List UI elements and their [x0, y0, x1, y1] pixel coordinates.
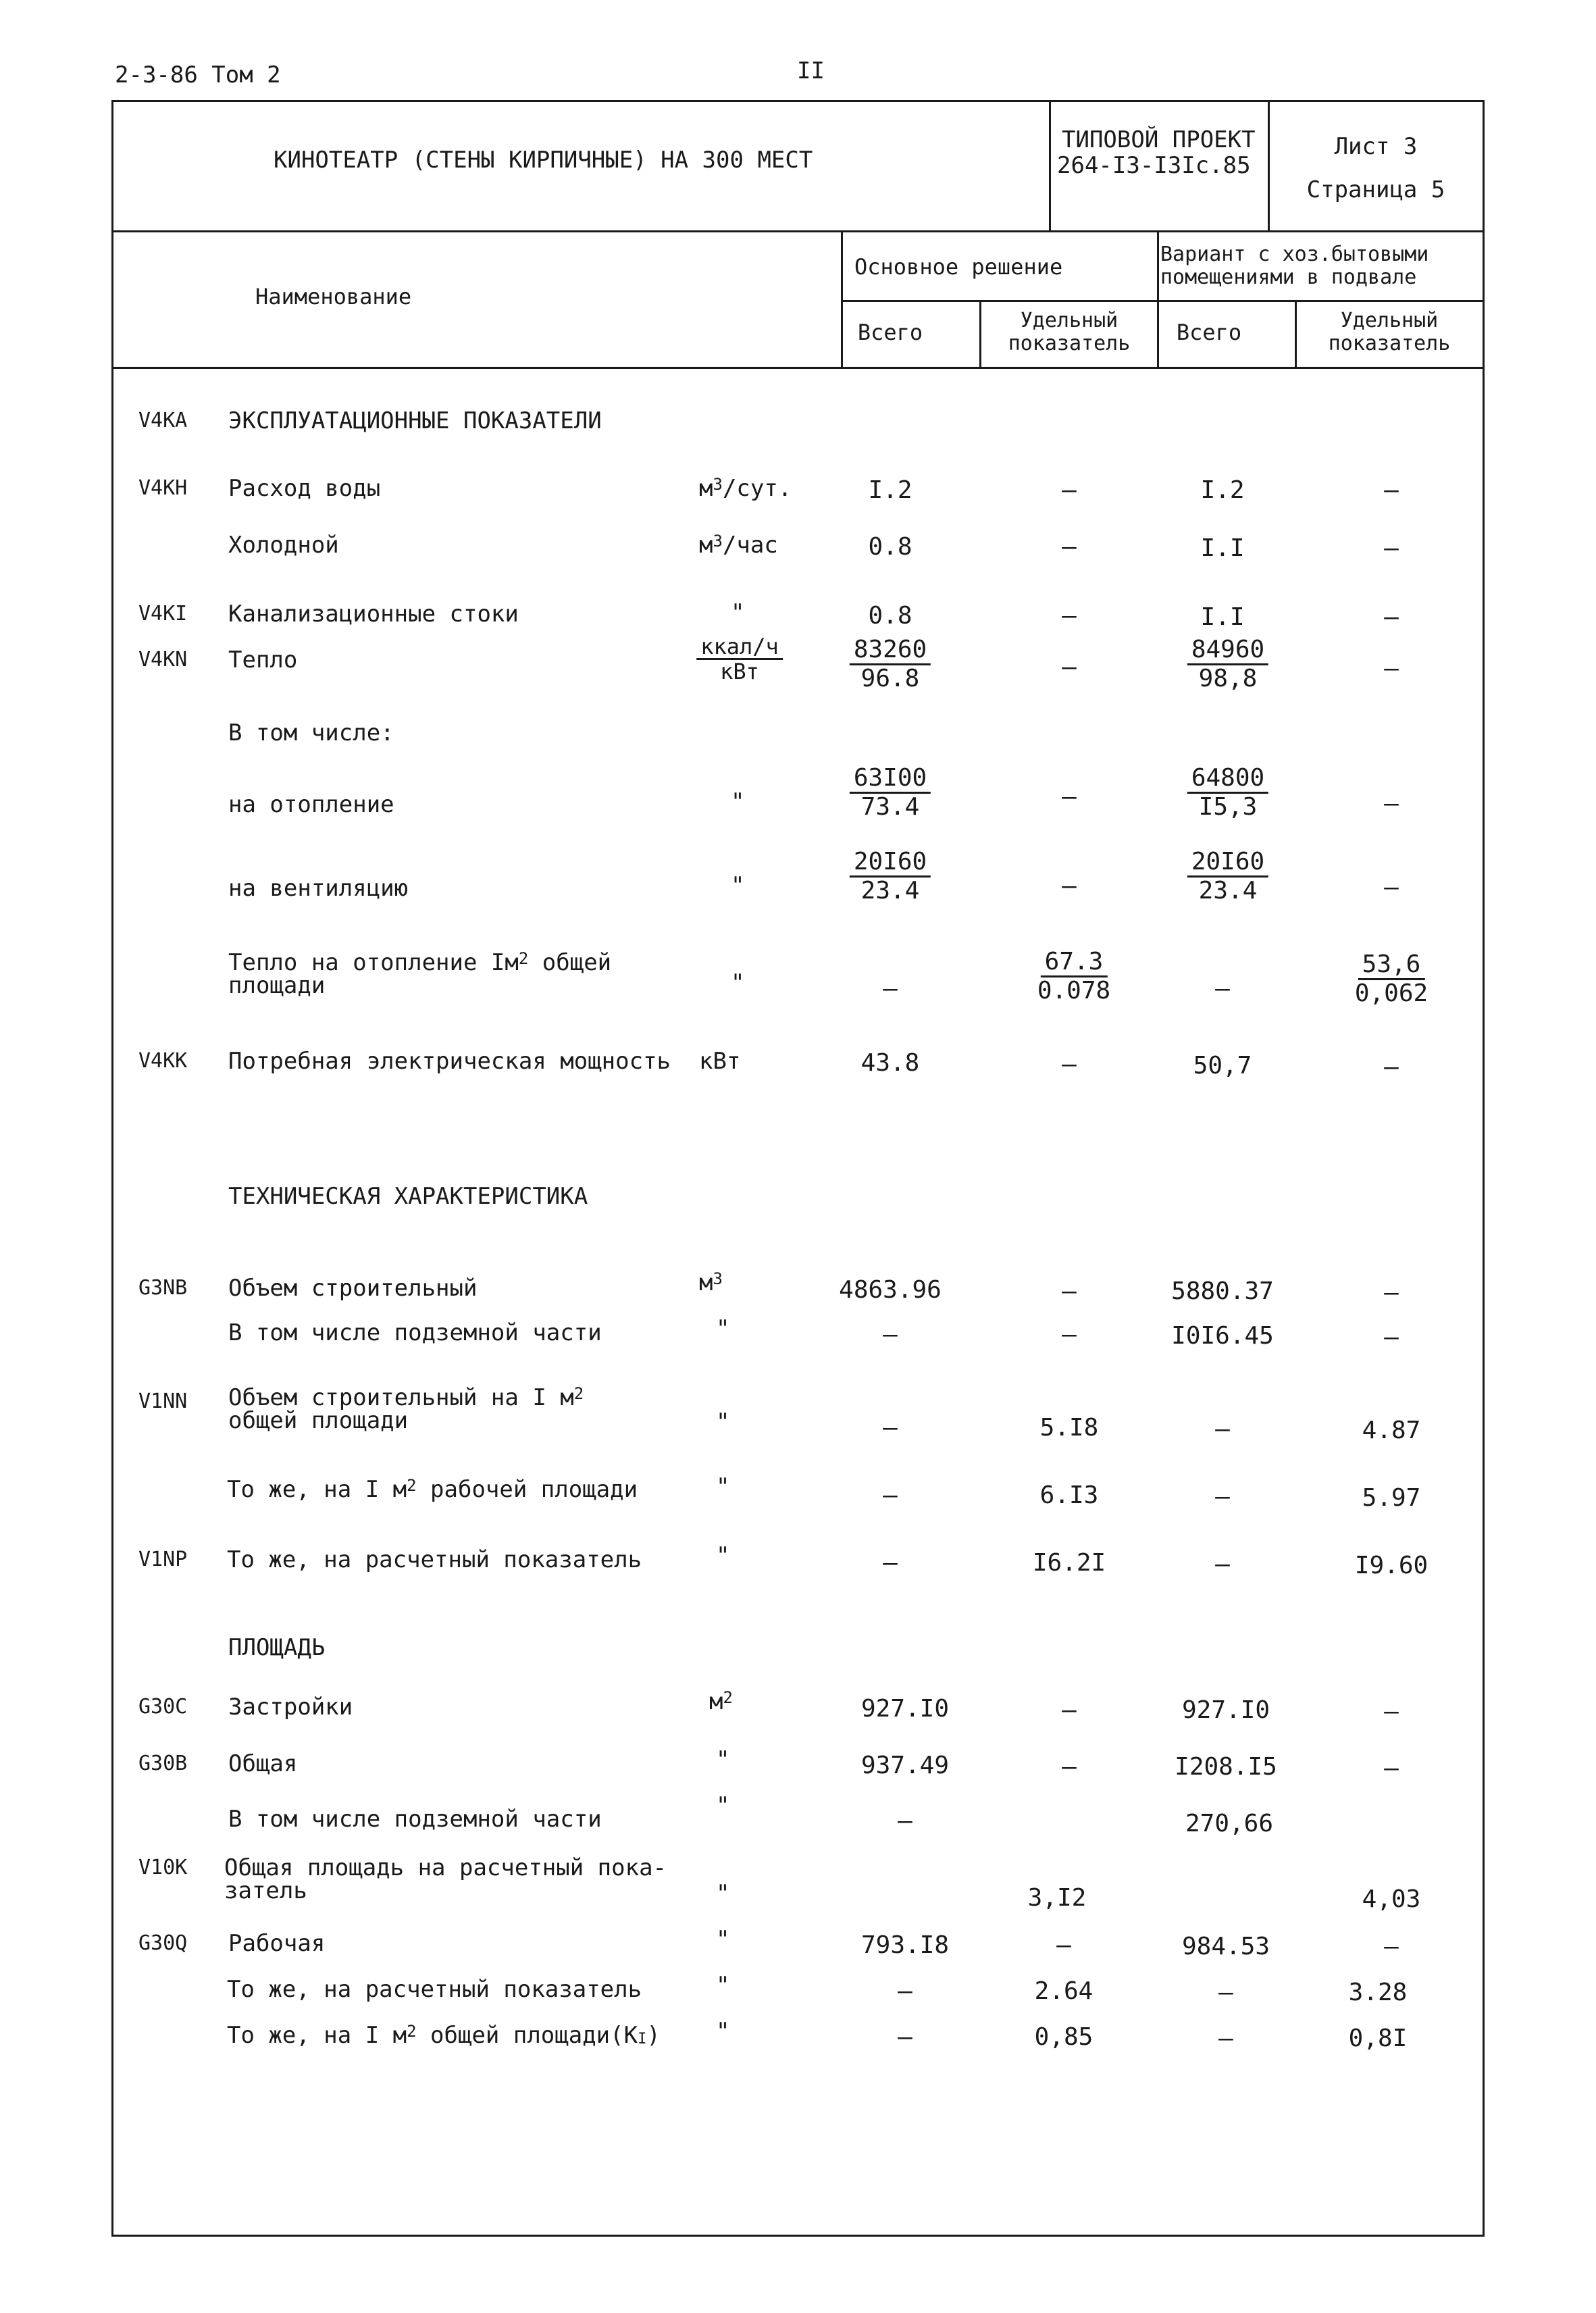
value-main-specific: 5.I8	[1039, 1414, 1099, 1442]
value-variant-specific: –	[1384, 534, 1399, 562]
row-code: G3NB	[138, 1276, 188, 1300]
value-main-total: 4863.96	[839, 1276, 942, 1304]
value-main-total: 43.8	[860, 1049, 920, 1077]
row-unit-fraction: ккал/ч кВт	[696, 635, 783, 683]
value-main-specific: I6.2I	[1032, 1549, 1106, 1577]
value-main-total: 0.8	[868, 533, 912, 561]
value-main-total: I.2	[868, 476, 912, 504]
series-label: 2-3-86 Том 2	[115, 61, 281, 88]
value-main-specific: 2.64	[1034, 1977, 1093, 2005]
value-variant-total: I208.I5	[1175, 1753, 1277, 1781]
row-unit: "	[716, 1880, 730, 1907]
row-name: В том числе подземной части	[228, 1806, 602, 1833]
value-variant-total: –	[1215, 1483, 1230, 1510]
value-main-specific: –	[1062, 1696, 1077, 1724]
value-main-specific: –	[1062, 1277, 1077, 1305]
row-code: V4KH	[138, 476, 188, 500]
title-block-divider	[111, 230, 1485, 232]
row-code: V1NP	[138, 1548, 188, 1571]
value-variant-specific: –	[1384, 790, 1399, 817]
header-mid-line	[841, 300, 1485, 302]
value-variant-total: –	[1215, 1415, 1230, 1443]
value-variant-total-fraction: $\frac{64800}{I5,3}$	[1187, 765, 1268, 821]
row-code: V4KN	[138, 648, 188, 671]
row-unit: "	[716, 1408, 730, 1435]
value-variant-specific: –	[1384, 1698, 1399, 1725]
value-main-specific: 0,85	[1034, 2023, 1093, 2051]
row-name-line2: затель	[224, 1877, 307, 1904]
value-variant-total: 5880.37	[1171, 1277, 1274, 1305]
value-variant-specific: I9.60	[1354, 1552, 1428, 1579]
value-variant-specific: 3.28	[1348, 1979, 1408, 2006]
row-unit: $м^3$/сут.	[699, 475, 792, 502]
row-code: V4KA	[138, 409, 188, 432]
value-main-total-fraction: $\frac{83260}{96.8}$	[850, 636, 931, 692]
value-main-total: 793.I8	[860, 1931, 950, 1959]
row-unit: "	[731, 788, 745, 815]
row-name-line1: Общая площадь на расчетный пока-	[224, 1854, 667, 1881]
col-header-total-1: Всего	[857, 320, 923, 345]
project-number: 264-I3-I3Ic.85	[1057, 152, 1251, 179]
section-title-area: ПЛОЩАДЬ	[228, 1634, 326, 1661]
col-divider-2	[979, 300, 981, 368]
row-name: То же, на I $м^2$ общей $площади(К_I)$	[227, 2022, 661, 2049]
value-main-total: –	[883, 1481, 898, 1509]
value-variant-total: 50,7	[1193, 1052, 1252, 1079]
value-variant-total: –	[1218, 2025, 1233, 2052]
page-label: Страница 5	[1306, 176, 1445, 203]
title-divider-2	[1268, 100, 1270, 232]
row-unit: $м^2$	[709, 1688, 733, 1715]
row-name: на отопление	[228, 791, 394, 818]
row-name: Тепло	[228, 646, 298, 673]
value-variant-specific: –	[1384, 655, 1399, 682]
row-name: В том числе:	[228, 719, 394, 746]
row-unit: "	[716, 2018, 730, 2045]
value-main-specific: –	[1062, 476, 1077, 504]
row-name-line1: Объем строительный на I $м^2$	[228, 1384, 584, 1411]
value-main-specific-fraction: $\frac{67.3}{0.078}$	[1037, 948, 1111, 1005]
row-name: Общая	[228, 1750, 298, 1777]
row-code: G30Q	[138, 1931, 188, 1955]
project-label: ТИПОВОЙ ПРОЕКТ	[1062, 126, 1256, 153]
value-variant-total-fraction: $\frac{20I60}{23.4}$	[1187, 848, 1268, 905]
value-main-total-fraction: $\frac{20I60}{23.4}$	[850, 848, 931, 905]
value-variant-total: I.I	[1200, 534, 1245, 562]
row-name: То же, на расчетный показатель	[227, 1976, 642, 2003]
document-title: КИНОТЕАТР (СТЕНЫ КИРПИЧНЫЕ) НА 300 МЕСТ	[274, 147, 813, 174]
value-main-specific: –	[1056, 1931, 1071, 1959]
row-name-line2: общей площади	[228, 1407, 409, 1434]
sheet-label: Лист 3	[1334, 133, 1418, 160]
row-unit: "	[716, 1542, 730, 1569]
row-name: В том числе подземной части	[228, 1319, 602, 1346]
row-name: Рабочая	[228, 1930, 326, 1957]
row-name: То же, на I $м^2$ рабочей площади	[227, 1476, 638, 1503]
row-unit: "	[716, 1315, 730, 1342]
col-header-variant-2: помещениями в подвале	[1160, 265, 1417, 289]
row-code: V4KI	[138, 602, 188, 626]
row-code: G30C	[138, 1695, 188, 1719]
col-header-variant-1: Вариант с хоз.бытовыми	[1160, 243, 1429, 266]
row-unit: "	[716, 1972, 730, 1999]
value-variant-total: I.I	[1200, 603, 1245, 631]
row-code: V4KK	[138, 1049, 188, 1073]
row-name: на вентиляцию	[228, 875, 409, 902]
row-name: Холодной	[228, 532, 339, 559]
value-main-total: –	[883, 1414, 898, 1442]
col-header-specific-1a: Удельный	[1020, 309, 1118, 332]
page-number: II	[797, 57, 825, 84]
frame-top	[111, 100, 1485, 102]
value-variant-specific: –	[1384, 1323, 1399, 1351]
value-main-specific: –	[1062, 1050, 1077, 1078]
row-unit: "	[731, 969, 745, 996]
col-header-specific-1b: показатель	[1008, 332, 1131, 355]
row-name-line1: Тепло на отопление $Iм^2$ общей	[228, 949, 612, 976]
value-main-total: –	[883, 1321, 898, 1348]
value-main-total: –	[898, 1977, 912, 2005]
value-variant-specific: –	[1384, 603, 1399, 631]
row-name: То же, на расчетный показатель	[227, 1546, 642, 1573]
frame-right	[1483, 100, 1485, 2236]
section-title-technical: ТЕХНИЧЕСКАЯ ХАРАКТЕРИСТИКА	[228, 1183, 588, 1210]
value-main-specific: 6.I3	[1039, 1481, 1099, 1509]
col-header-name: Наименование	[255, 284, 412, 309]
row-unit: $м^3$	[699, 1269, 723, 1296]
value-variant-specific: –	[1384, 1279, 1399, 1306]
row-name-line2: площади	[228, 972, 326, 999]
value-main-total: 927.I0	[860, 1695, 950, 1723]
value-main-specific: –	[1062, 602, 1077, 630]
col-divider-1	[841, 230, 843, 368]
row-unit: "	[716, 1926, 730, 1953]
frame-left	[111, 100, 113, 2236]
value-main-total: –	[883, 975, 898, 1002]
col-divider-4	[1295, 300, 1297, 368]
value-variant-specific: –	[1384, 873, 1399, 901]
value-main-total: 0.8	[868, 602, 912, 630]
value-variant-specific: 4,03	[1362, 1885, 1421, 1913]
value-main-total: –	[883, 1549, 898, 1577]
section-title-exploitation: ЭКСПЛУАТАЦИОННЫЕ ПОКАЗАТЕЛИ	[228, 407, 602, 434]
value-variant-total-fraction: $\frac{84960}{98,8}$	[1187, 636, 1268, 692]
value-variant-total: –	[1215, 1550, 1230, 1578]
value-variant-specific: 5.97	[1362, 1484, 1421, 1512]
value-main-specific: –	[1062, 1753, 1077, 1781]
row-code: V10K	[138, 1856, 188, 1879]
title-divider-1	[1049, 100, 1051, 232]
row-unit: "	[716, 1473, 730, 1500]
value-variant-specific-fraction: $\frac{53,6}{0,062}$	[1354, 950, 1428, 1007]
value-variant-total: 270,66	[1185, 1810, 1274, 1837]
value-variant-specific: –	[1384, 1933, 1399, 1960]
value-variant-total: –	[1215, 975, 1230, 1002]
row-unit: кВт	[699, 1048, 741, 1075]
row-unit: "	[731, 872, 745, 899]
col-divider-3	[1157, 230, 1159, 368]
row-name: Потребная электрическая мощность	[228, 1048, 671, 1075]
value-main-total: –	[898, 1807, 912, 1835]
col-header-specific-2b: показатель	[1328, 332, 1451, 355]
value-main-specific: –	[1062, 783, 1077, 811]
row-name: Застройки	[228, 1694, 353, 1721]
row-unit: "	[716, 1746, 730, 1773]
value-variant-specific: –	[1384, 1754, 1399, 1782]
value-variant-specific: –	[1384, 1053, 1399, 1081]
value-main-specific: –	[1062, 653, 1077, 681]
value-variant-total: 927.I0	[1181, 1696, 1270, 1724]
value-variant-total: I.2	[1200, 476, 1245, 504]
value-variant-total: 984.53	[1181, 1933, 1270, 1960]
value-main-specific: –	[1062, 872, 1077, 900]
col-header-specific-2a: Удельный	[1340, 309, 1439, 332]
row-unit: "	[716, 1792, 730, 1819]
value-variant-total: –	[1218, 1979, 1233, 2006]
row-unit: "	[731, 599, 745, 626]
value-variant-specific: –	[1384, 476, 1399, 504]
row-code: G30B	[138, 1752, 188, 1775]
frame-bottom	[111, 2235, 1485, 2237]
col-header-main: Основное решение	[854, 254, 1063, 280]
value-main-total-fraction: $\frac{63I00}{73.4}$	[850, 765, 931, 821]
row-name: Канализационные стоки	[228, 601, 519, 628]
value-main-specific: –	[1062, 533, 1077, 561]
value-main-total: –	[898, 2023, 912, 2051]
value-variant-specific: 0,8I	[1348, 2025, 1408, 2052]
row-name: Объем строительный	[228, 1275, 478, 1302]
header-bottom-line	[111, 367, 1485, 369]
value-main-specific: –	[1062, 1321, 1077, 1348]
row-unit: $м^3$/час	[699, 532, 778, 559]
value-variant-specific: 4.87	[1362, 1417, 1421, 1444]
row-name: Расход воды	[228, 475, 381, 502]
value-main-total: 937.49	[860, 1752, 950, 1779]
value-main-specific: 3,I2	[1027, 1884, 1087, 1912]
row-code: V1NN	[138, 1390, 188, 1413]
value-variant-total: I0I6.45	[1171, 1322, 1274, 1350]
col-header-total-2: Всего	[1176, 320, 1242, 345]
